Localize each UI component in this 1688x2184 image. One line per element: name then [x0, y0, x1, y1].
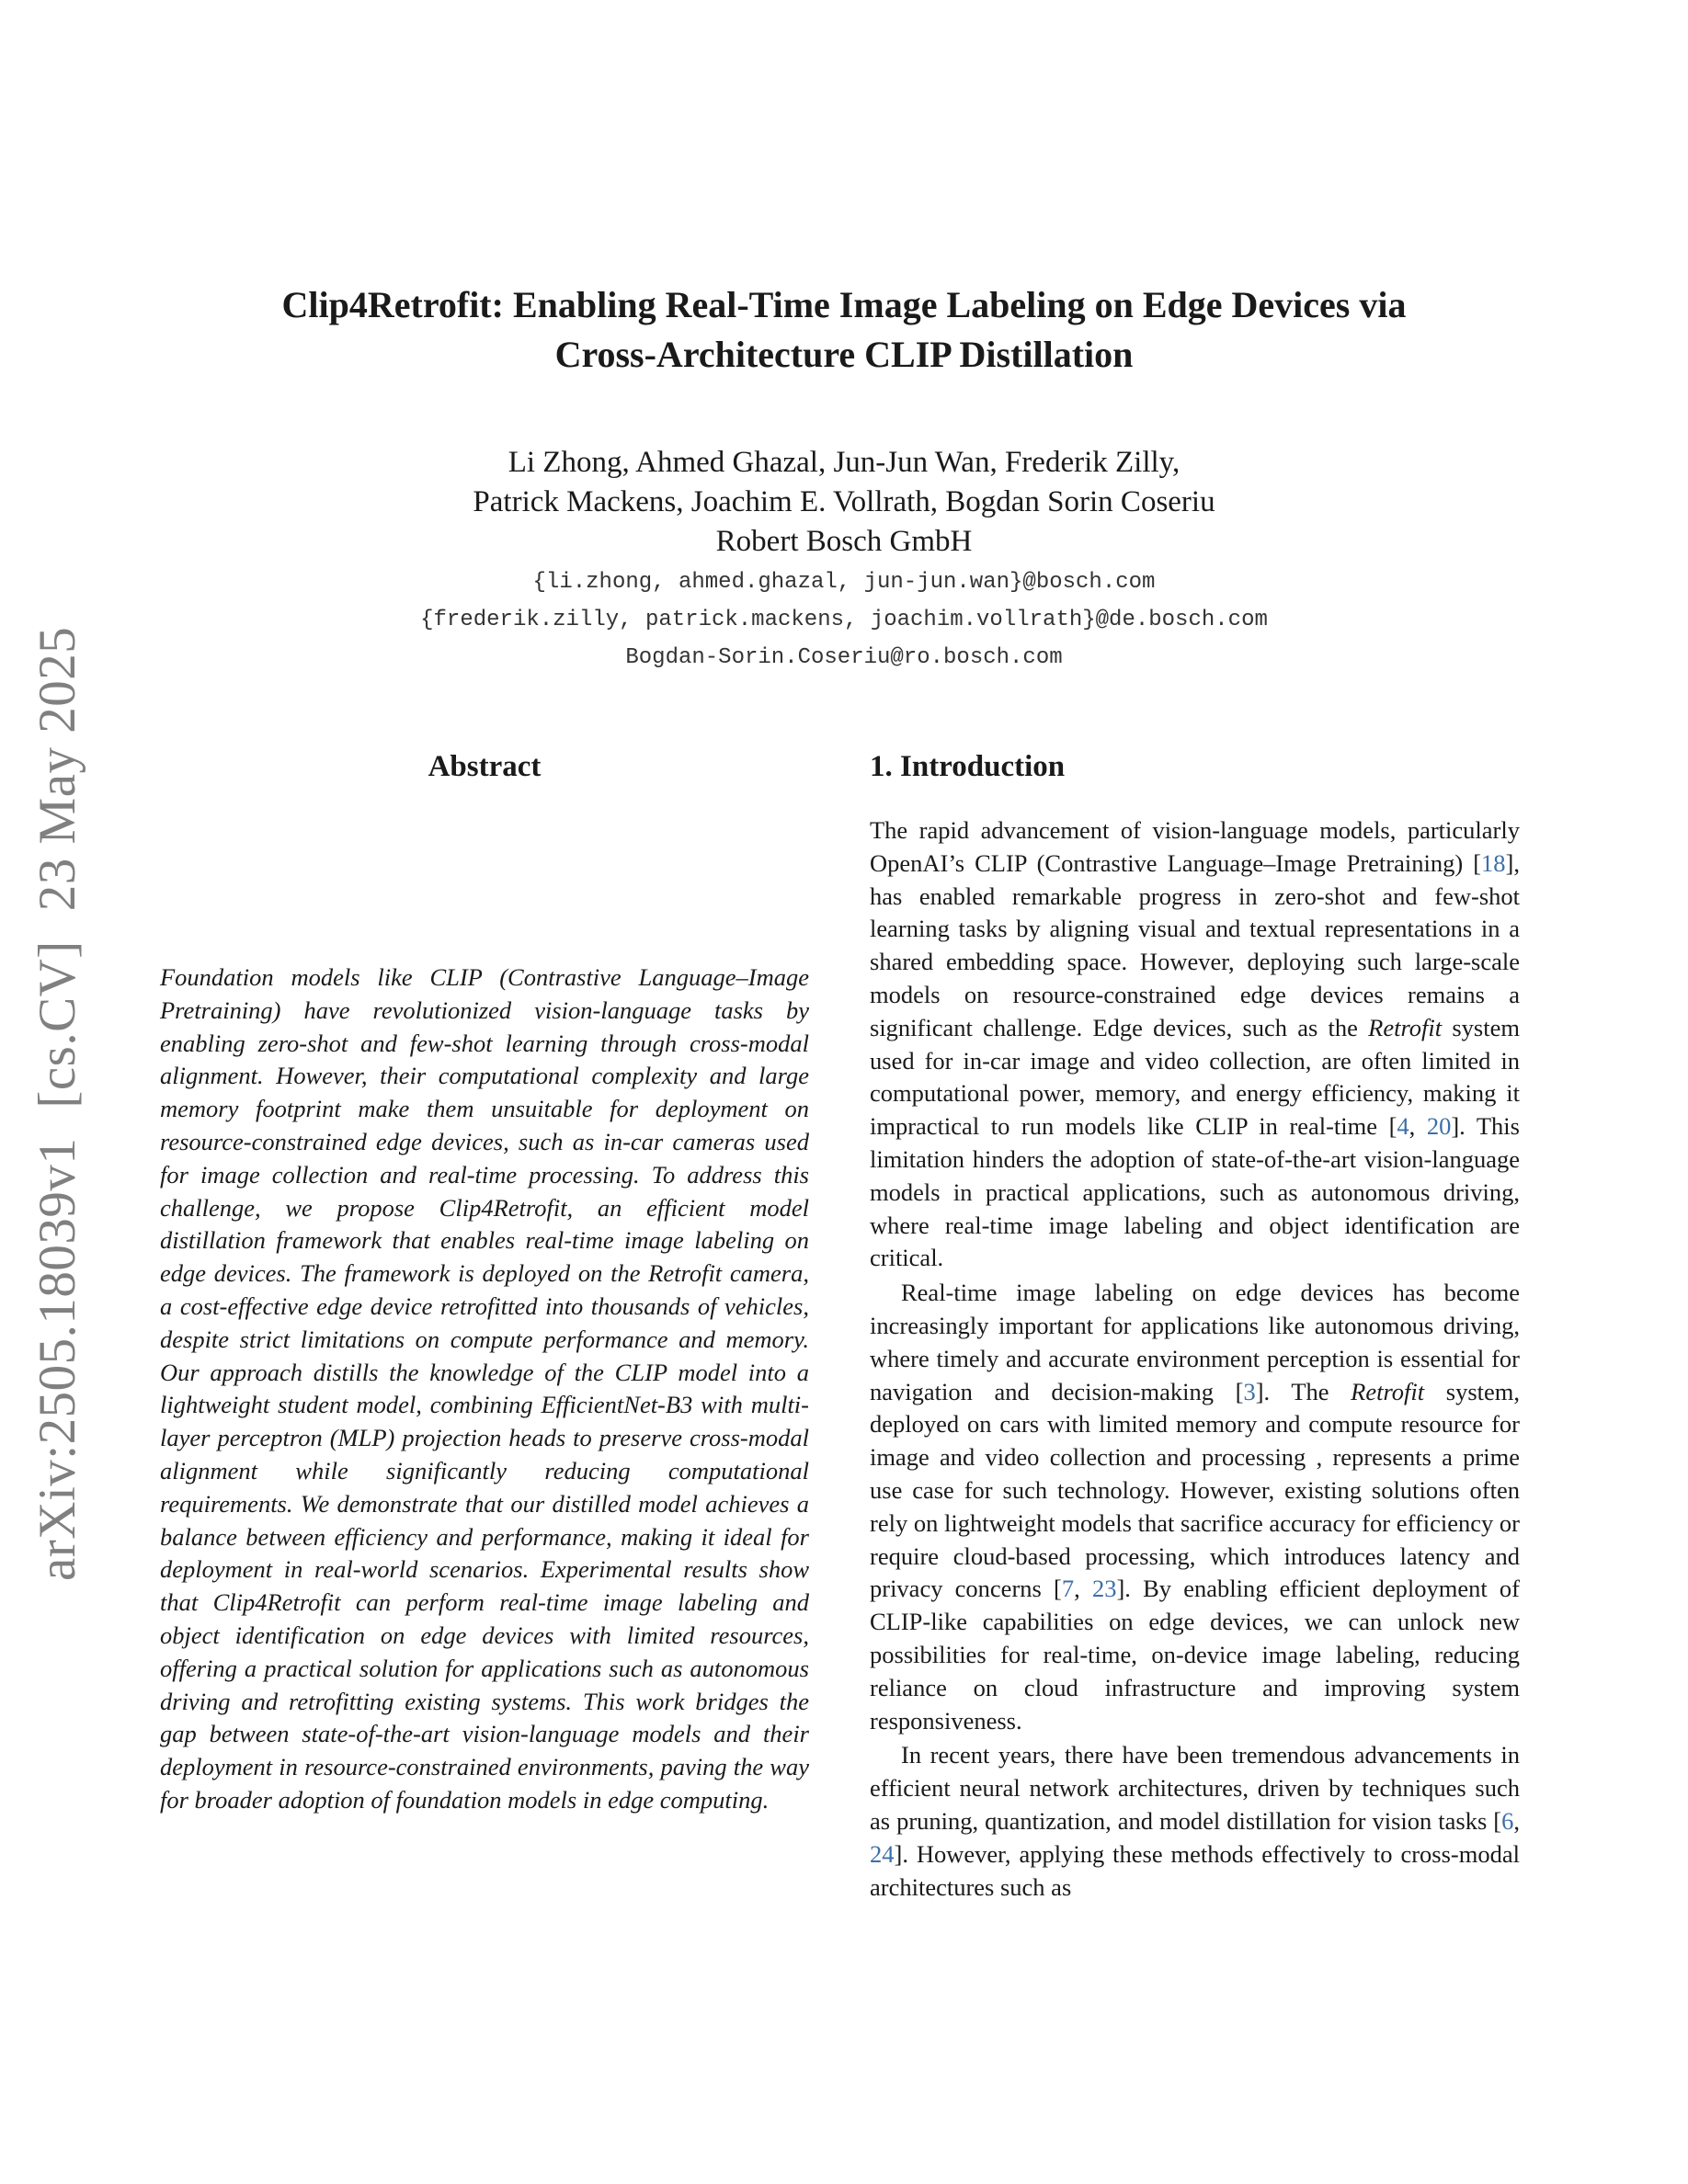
- authors-line-1: Li Zhong, Ahmed Ghazal, Jun-Jun Wan, Frederik Zilly,: [508, 446, 1180, 479]
- email-line-1: {li.zhong, ahmed.ghazal, jun-jun.wan}@bosch.com: [532, 570, 1156, 595]
- arxiv-date: 23 May 2025: [29, 626, 86, 912]
- citation-link[interactable]: 18: [1481, 848, 1506, 877]
- citation-link[interactable]: 23: [1091, 1575, 1117, 1603]
- intro-paragraph-2: Real-time image labeling on edge devices has become increasingly important for applications like autonomous driving, where timely and accurate environment perception is essential for navigation and decision-making [3]. The Retrofit system, deployed on cars with limited memory and compute resource for image and video collection and processing , represents a prime use case for such technology. However, existing solutions often rely on lightweight models that sacrifice accuracy for efficiency or require cloud-based processing, which introduces latency and privacy concerns [7, 23]. By enabling efficient deployment of CLIP-like capabilities on edge devices, we can unlock new possibilities for real-time, on-device image labeling, reducing reliance on cloud infrastructure and improving system responsiveness.: [870, 1279, 1521, 1735]
- abstract-column: [160, 746, 809, 1817]
- intro-paragraph-3: In recent years, there have been tremendous advancements in efficient neural network architectures, driven by techniques such as pruning, quantization, and model distillation for vision tasks [6, 24]. However, applying these methods effectively to cross-modal architectures such as: [870, 1741, 1520, 1901]
- citation-link[interactable]: 4: [1397, 1112, 1409, 1141]
- affiliation: Robert Bosch GmbH: [715, 525, 973, 558]
- citation-link[interactable]: 20: [1426, 1112, 1452, 1141]
- citation-link[interactable]: 6: [1501, 1806, 1514, 1835]
- arxiv-side-stamp: [28, 627, 87, 1581]
- abstract-text: Foundation models like CLIP (Contrastive Language–Image Pretraining) have revolutionized vision-language tasks by enabling zero-shot and few-shot learning through cross-modal alignment. However, their computational complexity and large memory footprint make them unsuitable for deployment on resource-constrained edge devices, such as in-car cameras used for image collection and real-time processing. To address this challenge, we propose Clip4Retrofit, an efficient model distillation framework that enables real-time image labeling on edge devices. The framework is deployed on the Retrofit camera, a cost-effective edge device retrofitted into thousands of vehicles, despite strict limitations on compute performance and memory. Our approach distills the knowledge of the CLIP model into a lightweight student model, combining EfficientNet-B3 with multi-layer perceptron (MLP) projection heads to preserve cross-modal alignment while significantly reducing computational requirements. We demonstrate that our distilled model achieves a balance between efficiency and performance, making it ideal for deployment in real-world scenarios. Experimental results show that Clip4Retrofit can perform real-time image labeling and object identification on edge devices with limited resources, offering a practical solution for applications such as autonomous driving and retrofitting existing systems. This work bridges the gap between state-of-the-art vision-language models and their deployment in resource-constrained environments, paving the way for broader adoption of foundation models in edge computing.: [160, 963, 809, 1814]
- email-block: [147, 563, 1541, 677]
- introduction-heading: 1. Introduction: [870, 750, 1066, 783]
- citation-link[interactable]: 24: [870, 1839, 895, 1868]
- arxiv-id: arXiv:2505.18039v1: [29, 1137, 86, 1581]
- authors-line-2: Patrick Mackens, Joachim E. Vollrath, Bogdan Sorin Coseriu: [473, 485, 1215, 518]
- introduction-column: [870, 746, 1520, 1905]
- abstract-heading: Abstract: [428, 750, 542, 783]
- paper-title: [147, 280, 1541, 380]
- title-line-1: Clip4Retrofit: Enabling Real-Time Image Labeling on Edge Devices via: [281, 284, 1407, 325]
- email-line-2: {frederik.zilly, patrick.mackens, joachim.vollrath}@de.bosch.com: [420, 608, 1268, 632]
- title-line-2: Cross-Architecture CLIP Distillation: [554, 334, 1134, 375]
- author-block: [147, 443, 1541, 562]
- arxiv-category: [cs.CV]: [29, 940, 86, 1109]
- intro-paragraph-1: The rapid advancement of vision-language models, particularly OpenAI’s CLIP (Contrastive Language–Image Pretraining) [18], has enabled remarkable progress in zero-shot and few-shot learning tasks by aligning visual and textual representations in a shared embedding space. However, deploying such large-scale models on resource-constrained edge devices remains a significant challenge. Edge devices, such as the Retrofit system used for in-car image and video collection, are often limited in computational power, memory, and energy efficiency, making it impractical to run models like CLIP in real-time [4, 20]. This limitation hinders the adoption of state-of-the-art vision-language models in practical applications, such as autonomous driving, where real-time image labeling and object identification are critical.: [870, 816, 1520, 1272]
- email-line-3: Bogdan-Sorin.Coseriu@ro.bosch.com: [625, 645, 1063, 670]
- citation-link[interactable]: 7: [1061, 1575, 1075, 1603]
- citation-link[interactable]: 3: [1243, 1377, 1256, 1405]
- introduction-body: [870, 814, 1520, 1904]
